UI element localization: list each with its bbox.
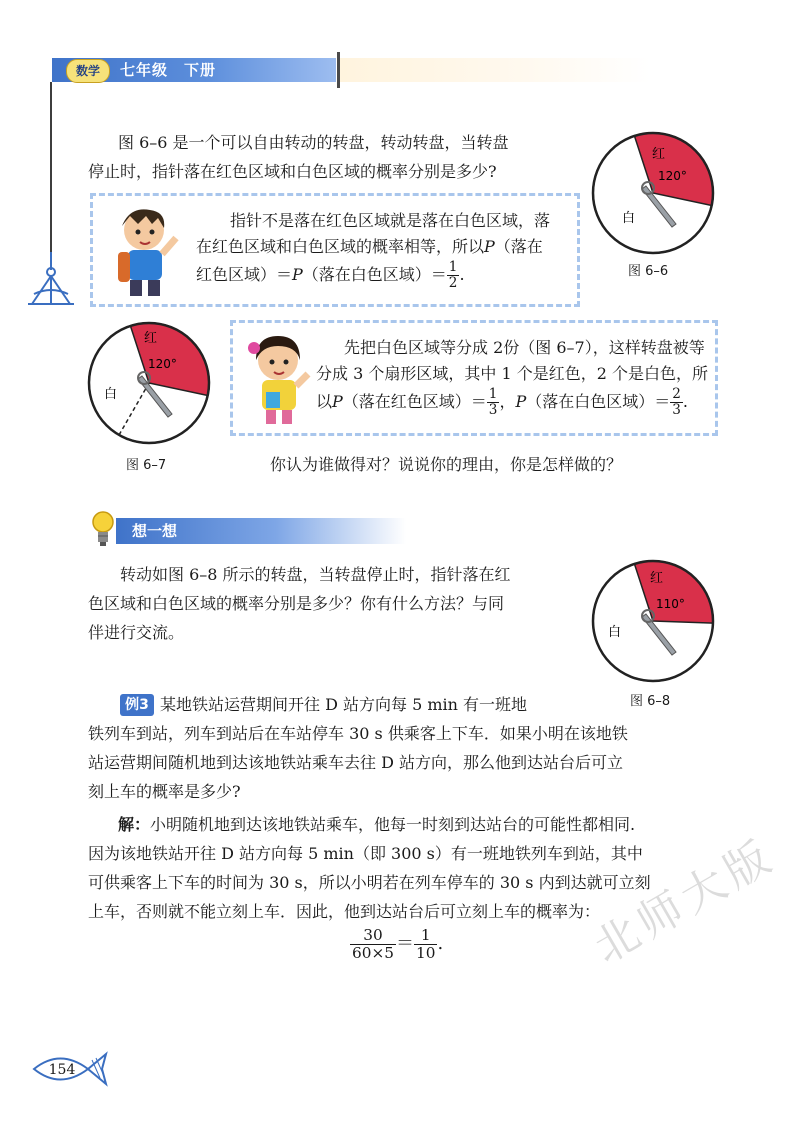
white-label: 白: [622, 211, 636, 226]
caption-6-6: 图 6–6: [628, 264, 669, 279]
girl-line-3: 以P（落在红色区域）＝ $\frac{1}{3}$ ，P（落在白色区域）＝ $\frac{2}{3}$ .: [316, 386, 688, 418]
caption-6-7: 图 6–7: [126, 458, 167, 473]
fraction-two-thirds: $\frac{2}{3}$: [672, 386, 681, 418]
margin-line: [50, 82, 52, 262]
red-label: 红: [650, 571, 664, 586]
boy-line-3: 红色区域）＝P（落在白色区域）＝ $\frac{1}{2}$ .: [196, 259, 465, 291]
red-label: 红: [144, 331, 158, 346]
book-title: 七年级 下册: [120, 61, 217, 79]
watermark: 北师大版: [585, 829, 785, 974]
boy-illustration-icon: [100, 202, 190, 298]
white-label: 白: [608, 625, 622, 640]
think-line-2: 色区域和白色区域的概率分别是多少？你有什么方法？与同: [88, 594, 505, 613]
solution-line-2: 因为该地铁站开往 D 站方向每 5 min（即 300 s）有一班地铁列车到站，其中: [88, 844, 643, 863]
boy-line-1: 指针不是落在红色区域就是落在白色区域，落: [230, 211, 551, 230]
solution-line-1: 解：小明随机地到达该地铁站乘车，他每一时刻到达站台的可能性都相同.: [118, 815, 636, 834]
fraction-one-tenth: $\frac{1}{10}$: [416, 925, 436, 962]
fraction-one-third: $\frac{1}{3}$: [488, 386, 498, 418]
discussion-question: 你认为谁做得对？说说你的理由，你是怎样做的？: [270, 455, 623, 474]
fraction-30-over-60x5: $\frac{30}{60\times 5}$: [352, 925, 395, 962]
spinner-figure-6-8: [588, 556, 718, 686]
solution-line-4: 上车，否则就不能立刻上车．因此，他到达站台后可立刻上车的概率为：: [88, 902, 601, 921]
lightbulb-icon: [90, 508, 116, 550]
header-gradient: [340, 58, 650, 82]
example-line-3: 站运营期间随机地到达该地铁站乘车去往 D 站方向，那么他到达站台后可立: [88, 753, 624, 772]
solution-label: 解：: [118, 815, 151, 834]
tower-logo-icon: [24, 250, 78, 306]
example-line-2: 铁列车到站，列车到站后在车站停车 30 s 供乘客上下车．如果小明在该地铁: [88, 724, 628, 743]
spinner-figure-6-7: [84, 318, 214, 448]
fraction-one-half: $\frac{1}{2}$: [448, 259, 458, 291]
solution-line-3: 可供乘客上下车的时间为 30 s，所以小明若在列车停车的 30 s 内到达就可立刻: [88, 873, 651, 892]
think-title: 想一想: [132, 522, 178, 540]
subject-badge: 数学: [66, 59, 110, 83]
think-line-3: 伴进行交流。: [88, 623, 185, 642]
white-label: 白: [104, 387, 118, 402]
example-tag: 例3: [120, 694, 154, 716]
solution-formula: $\frac{30}{60\times 5}$ ＝ $\frac{1}{10}$ .: [352, 925, 444, 962]
boy-line-2: 在红色区域和白色区域的概率相等，所以P（落在: [196, 237, 543, 256]
girl-illustration-icon: [240, 330, 320, 426]
girl-line-1: 先把白色区域等分成 2份（图 6–7），这样转盘被等: [344, 338, 705, 357]
example-line-1: 某地铁站运营期间开往 D 站方向每 5 min 有一班地: [160, 695, 528, 714]
angle-label: 120°: [658, 169, 687, 183]
page-number: 154: [48, 1062, 76, 1078]
spinner-figure-6-6: [588, 128, 718, 258]
angle-label: 120°: [148, 357, 177, 371]
girl-line-2: 分成 3 个扇形区域，其中 1 个是红色，2 个是白色，所: [316, 364, 708, 383]
example-line-4: 刻上车的概率是多少?: [88, 782, 241, 801]
caption-6-8: 图 6–8: [630, 694, 671, 709]
think-line-1: 转动如图 6–8 所示的转盘，当转盘停止时，指针落在红: [120, 565, 511, 584]
red-label: 红: [652, 147, 666, 162]
angle-label: 110°: [656, 597, 685, 611]
intro-line-2: 停止时，指针落在红色区域和白色区域的概率分别是多少?: [88, 162, 497, 181]
intro-line-1: 图 6–6 是一个可以自由转动的转盘，转动转盘，当转盘: [118, 133, 509, 152]
header-divider: [337, 52, 340, 88]
